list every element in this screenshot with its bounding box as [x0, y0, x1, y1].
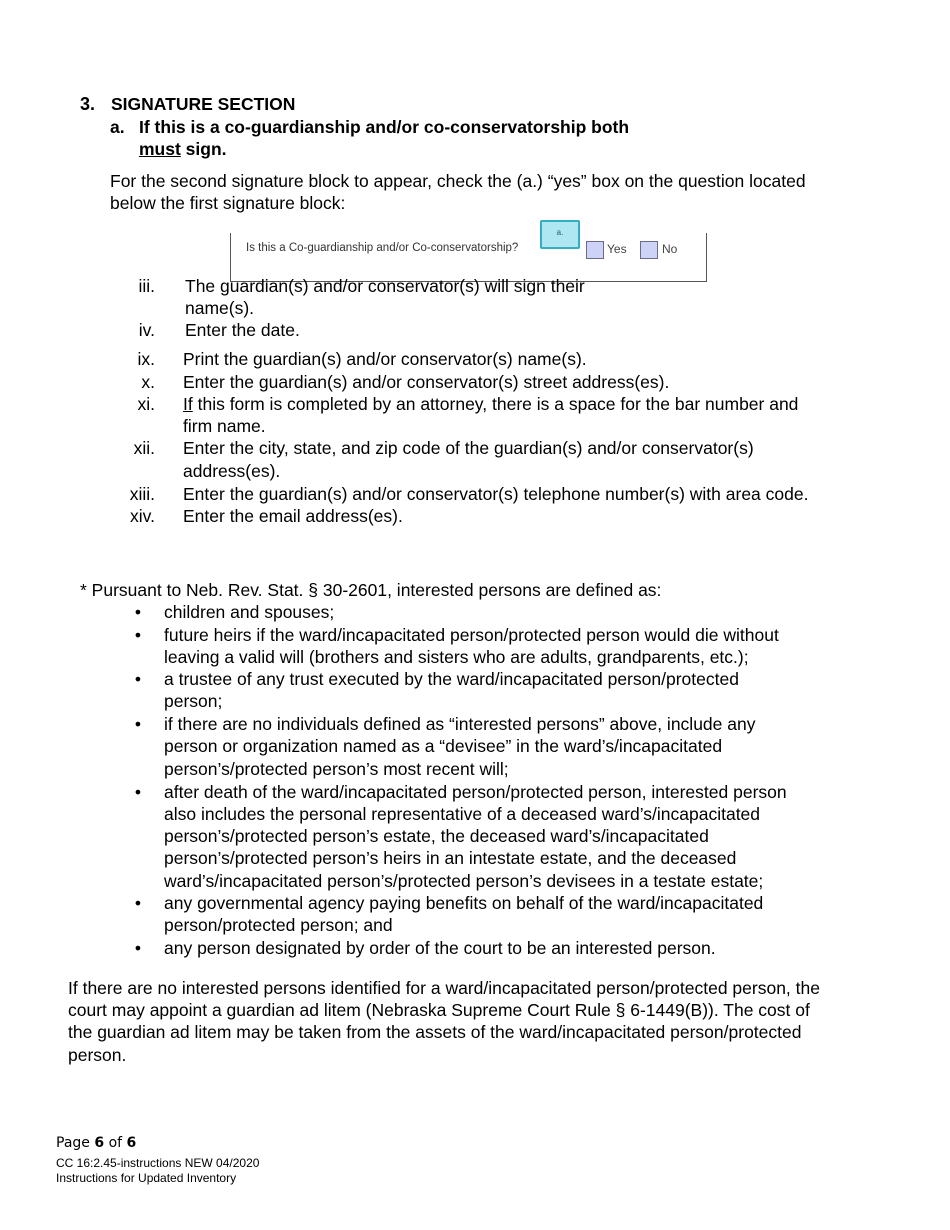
section-title: SIGNATURE SECTION	[111, 94, 296, 114]
must-text: must	[139, 139, 181, 159]
bullet-dot: •	[134, 602, 142, 622]
bullet-dot: •	[134, 782, 142, 802]
bullet-text: person’s/protected person’s heirs in an intestate estate, and the deceased	[164, 848, 737, 868]
no-checkbox[interactable]	[640, 241, 658, 259]
step-text: address(es).	[183, 461, 281, 481]
step-number: iv.	[138, 320, 155, 340]
bullet-text: children and spouses;	[164, 602, 335, 622]
page-current: 6	[94, 1135, 105, 1151]
form-title: Instructions for Updated Inventory	[56, 1171, 237, 1185]
step-text	[183, 393, 798, 416]
bullet-dot: •	[134, 714, 142, 734]
step-number: xii.	[133, 438, 155, 458]
step-number: xiii.	[129, 484, 155, 504]
no-label: No	[662, 242, 678, 256]
bullet-text: after death of the ward/incapacitated person/protected person, interested person	[164, 782, 787, 802]
form-code: CC 16:2.45-instructions NEW 04/2020	[56, 1156, 260, 1170]
bullet-text: person or organization named as a “devisee” in the ward’s/incapacitated	[164, 736, 723, 756]
intro-line-2: below the first signature block:	[110, 193, 346, 213]
step-number: xiv.	[130, 506, 155, 526]
intro-line-1: For the second signature block to appear, check the (a.) “yes” box on the question located	[110, 171, 806, 191]
bullet-dot: •	[134, 938, 142, 958]
step-text: Enter the city, state, and zip code of the guardian(s) and/or conservator(s)	[183, 438, 754, 458]
step-text: Print the guardian(s) and/or conservator(s) name(s).	[183, 349, 587, 369]
yes-checkbox[interactable]	[586, 241, 604, 259]
if-text: If	[183, 394, 193, 414]
subsection-line-1: If this is a co-guardianship and/or co-conservatorship both	[139, 117, 630, 137]
subsection-letter: a.	[110, 117, 125, 137]
step-number: ix.	[137, 349, 155, 369]
bullet-dot: •	[134, 893, 142, 913]
bullet-text: person’s/protected person’s estate, the deceased ward’s/incapacitated	[164, 826, 709, 846]
bullet-text: person;	[164, 691, 223, 711]
step-text: firm name.	[183, 416, 266, 436]
field-badge: a.	[540, 220, 580, 249]
step-number: iii.	[138, 276, 155, 296]
step-text: The guardian(s) and/or conservator(s) will sign their	[185, 276, 585, 296]
step-text: name(s).	[185, 298, 255, 318]
step-number: x.	[141, 372, 155, 392]
page-word: Page	[56, 1135, 90, 1151]
closing-line: person.	[68, 1045, 127, 1065]
yes-label: Yes	[607, 242, 627, 256]
step-text-rest: this form is completed by an attorney, there is a space for the bar number and	[192, 394, 799, 414]
page-of: of	[108, 1135, 123, 1151]
bullet-text: also includes the personal representative of a deceased ward’s/incapacitated	[164, 804, 761, 824]
step-text: Enter the guardian(s) and/or conservator(s) telephone number(s) with area code.	[183, 484, 809, 504]
sign-text: sign.	[180, 139, 227, 159]
step-text: Enter the email address(es).	[183, 506, 403, 526]
closing-line: If there are no interested persons identified for a ward/incapacitated person/protected person, the	[68, 978, 820, 998]
step-number: xi.	[137, 394, 155, 414]
section-number: 3.	[80, 94, 96, 114]
bullet-text: ward’s/incapacitated person’s/protected person’s devisees in a testate estate;	[164, 871, 764, 891]
interested-heading: * Pursuant to Neb. Rev. Stat. § 30-2601, interested persons are defined as:	[80, 580, 662, 600]
bullet-dot: •	[134, 669, 142, 689]
bullet-text: if there are no individuals defined as “interested persons” above, include any	[164, 714, 756, 734]
bullet-text: person’s/protected person’s most recent will;	[164, 759, 509, 779]
page-total: 6	[126, 1135, 137, 1151]
bullet-text: any governmental agency paying benefits on behalf of the ward/incapacitated	[164, 893, 764, 913]
subsection-line-2	[139, 138, 227, 161]
closing-line: court may appoint a guardian ad litem (Nebraska Supreme Court Rule § 6-1449(B)). The cost of	[68, 1000, 810, 1020]
bullet-text: a trustee of any trust executed by the ward/incapacitated person/protected	[164, 669, 739, 689]
bullet-text: person/protected person; and	[164, 915, 393, 935]
step-text: Enter the date.	[185, 320, 300, 340]
bullet-dot: •	[134, 625, 142, 645]
bullet-text: future heirs if the ward/incapacitated person/protected person would die without	[164, 625, 779, 645]
page-indicator	[56, 1135, 136, 1151]
form-question: Is this a Co-guardianship and/or Co-conservatorship?	[246, 242, 519, 254]
step-text: Enter the guardian(s) and/or conservator(s) street address(es).	[183, 372, 670, 392]
closing-line: the guardian ad litem may be taken from the assets of the ward/incapacitated person/protected	[68, 1022, 802, 1042]
bullet-text: leaving a valid will (brothers and sisters who are adults, grandparents, etc.);	[164, 647, 749, 667]
bullet-text: any person designated by order of the court to be an interested person.	[164, 938, 716, 958]
